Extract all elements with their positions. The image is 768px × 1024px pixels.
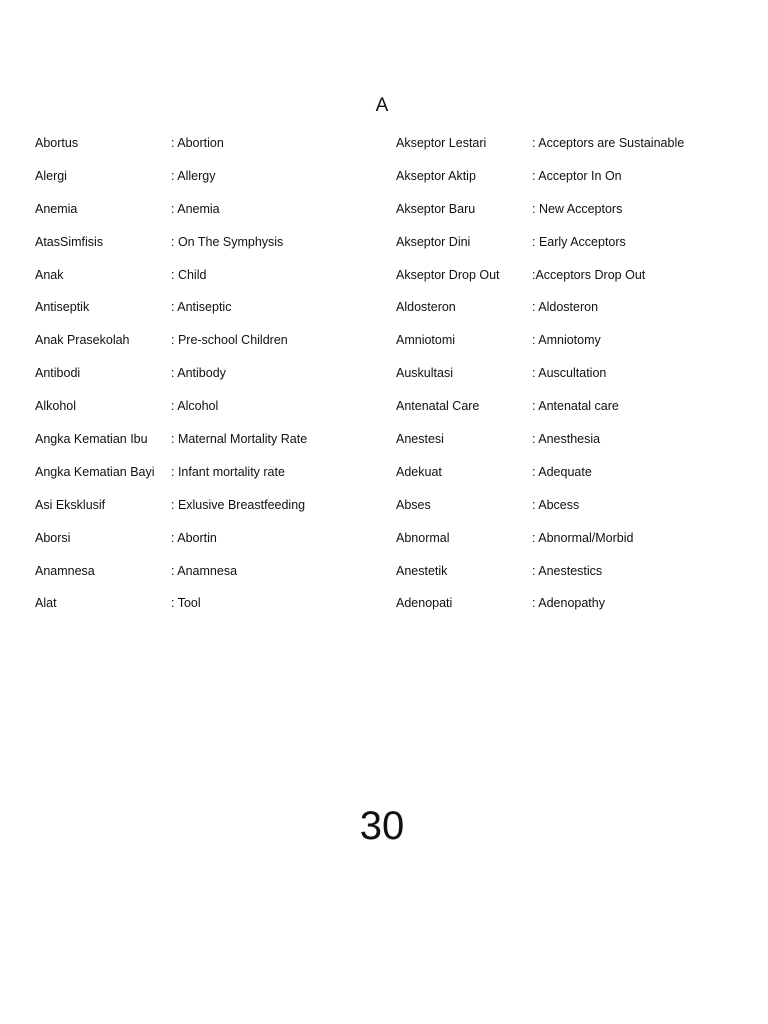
glossary-row [396,390,766,423]
glossary-definition: :Acceptors Drop Out [532,267,646,282]
glossary-table [0,127,768,627]
glossary-term: Anestetik [396,563,448,578]
glossary-column-right [396,127,766,620]
glossary-term: Akseptor Baru [396,201,476,216]
glossary-term: Angka Kematian Bayi [35,464,155,479]
glossary-row [396,587,766,620]
glossary-row [35,456,405,489]
glossary-row [396,357,766,390]
glossary-term: Angka Kematian Ibu [35,432,148,447]
glossary-definition: : Anemia [171,201,220,216]
glossary-row [396,423,766,456]
glossary-term: Anamnesa [35,563,95,578]
glossary-term: Akseptor Drop Out [396,267,500,282]
glossary-definition: : Alcohol [171,399,219,414]
glossary-row [35,291,405,324]
glossary-row [35,324,405,357]
glossary-definition: : Aldosteron [532,300,599,315]
glossary-row [35,555,405,588]
glossary-row [396,522,766,555]
glossary-term: Abnormal [396,530,450,545]
glossary-row [396,324,766,357]
glossary-term: Amniotomi [396,333,456,348]
glossary-definition: : Child [171,267,207,282]
glossary-definition: : Allergy [171,168,216,183]
glossary-term: Aborsi [35,530,71,545]
glossary-definition: : Acceptor In On [532,168,622,183]
glossary-definition: : Auscultation [532,366,607,381]
glossary-row [35,489,405,522]
glossary-row [396,489,766,522]
glossary-row [396,456,766,489]
glossary-term: Adenopati [396,596,453,611]
glossary-definition: : Abcess [532,497,580,512]
glossary-definition: : Antiseptic [171,300,232,315]
glossary-term: Anemia [35,201,78,216]
glossary-row [396,555,766,588]
glossary-row [396,226,766,259]
glossary-definition: : Early Acceptors [532,234,626,249]
glossary-row [396,291,766,324]
glossary-term: Akseptor Lestari [396,136,487,150]
glossary-definition: : Pre-school Children [171,333,288,348]
glossary-definition: : Exlusive Breastfeeding [171,497,306,512]
glossary-term: Akseptor Aktip [396,168,476,183]
glossary-row [35,423,405,456]
glossary-definition: : New Acceptors [532,201,623,216]
glossary-term: Abses [396,497,431,512]
glossary-definition: : Adenopathy [532,596,605,611]
glossary-row [396,259,766,292]
glossary-term: Adekuat [396,464,442,479]
glossary-row [35,226,405,259]
glossary-term: Auskultasi [396,366,453,381]
glossary-definition: : Anestestics [532,563,603,578]
glossary-term: Alergi [35,168,67,183]
glossary-term: Antibodi [35,366,81,381]
glossary-term: Antenatal Care [396,399,480,414]
glossary-term: Anestesi [396,432,444,447]
glossary-term: Anak [35,267,64,282]
glossary-definition: : Tool [171,596,201,611]
glossary-row [396,160,766,193]
glossary-row [396,127,766,160]
glossary-row [35,390,405,423]
glossary-row [35,587,405,620]
glossary-row [35,127,405,160]
glossary-term: Alkohol [35,399,76,414]
glossary-term: Alat [35,596,57,611]
glossary-row [35,193,405,226]
page-number: 30 [359,804,405,848]
glossary-column-left [35,127,405,620]
glossary-definition: : Adequate [532,464,592,479]
glossary-definition: : Abortin [171,530,217,545]
glossary-definition: : Antenatal care [532,399,619,414]
glossary-definition: : Acceptors are Sustainable [532,136,685,150]
glossary-definition: : Antibody [171,366,226,381]
section-letter-heading: A [375,95,389,116]
glossary-term: Aldosteron [396,300,456,315]
glossary-term: Akseptor Dini [396,234,471,249]
glossary-definition: : Amniotomy [532,333,601,348]
glossary-definition: : Abnormal/Morbid [532,530,634,545]
glossary-definition: : Abortion [171,136,224,150]
glossary-term: AtasSimfisis [35,234,104,249]
glossary-term: Asi Eksklusif [35,497,106,512]
glossary-term: Antiseptik [35,300,90,315]
glossary-row [35,259,405,292]
glossary-term: Abortus [35,136,79,150]
glossary-definition: : Maternal Mortality Rate [171,432,308,447]
glossary-definition: : Anamnesa [171,563,238,578]
glossary-row [396,193,766,226]
glossary-definition: : On The Symphysis [171,234,284,249]
glossary-definition: : Infant mortality rate [171,464,285,479]
glossary-row [35,160,405,193]
glossary-row [35,522,405,555]
glossary-term: Anak Prasekolah [35,333,130,348]
glossary-row [35,357,405,390]
glossary-definition: : Anesthesia [532,432,601,447]
